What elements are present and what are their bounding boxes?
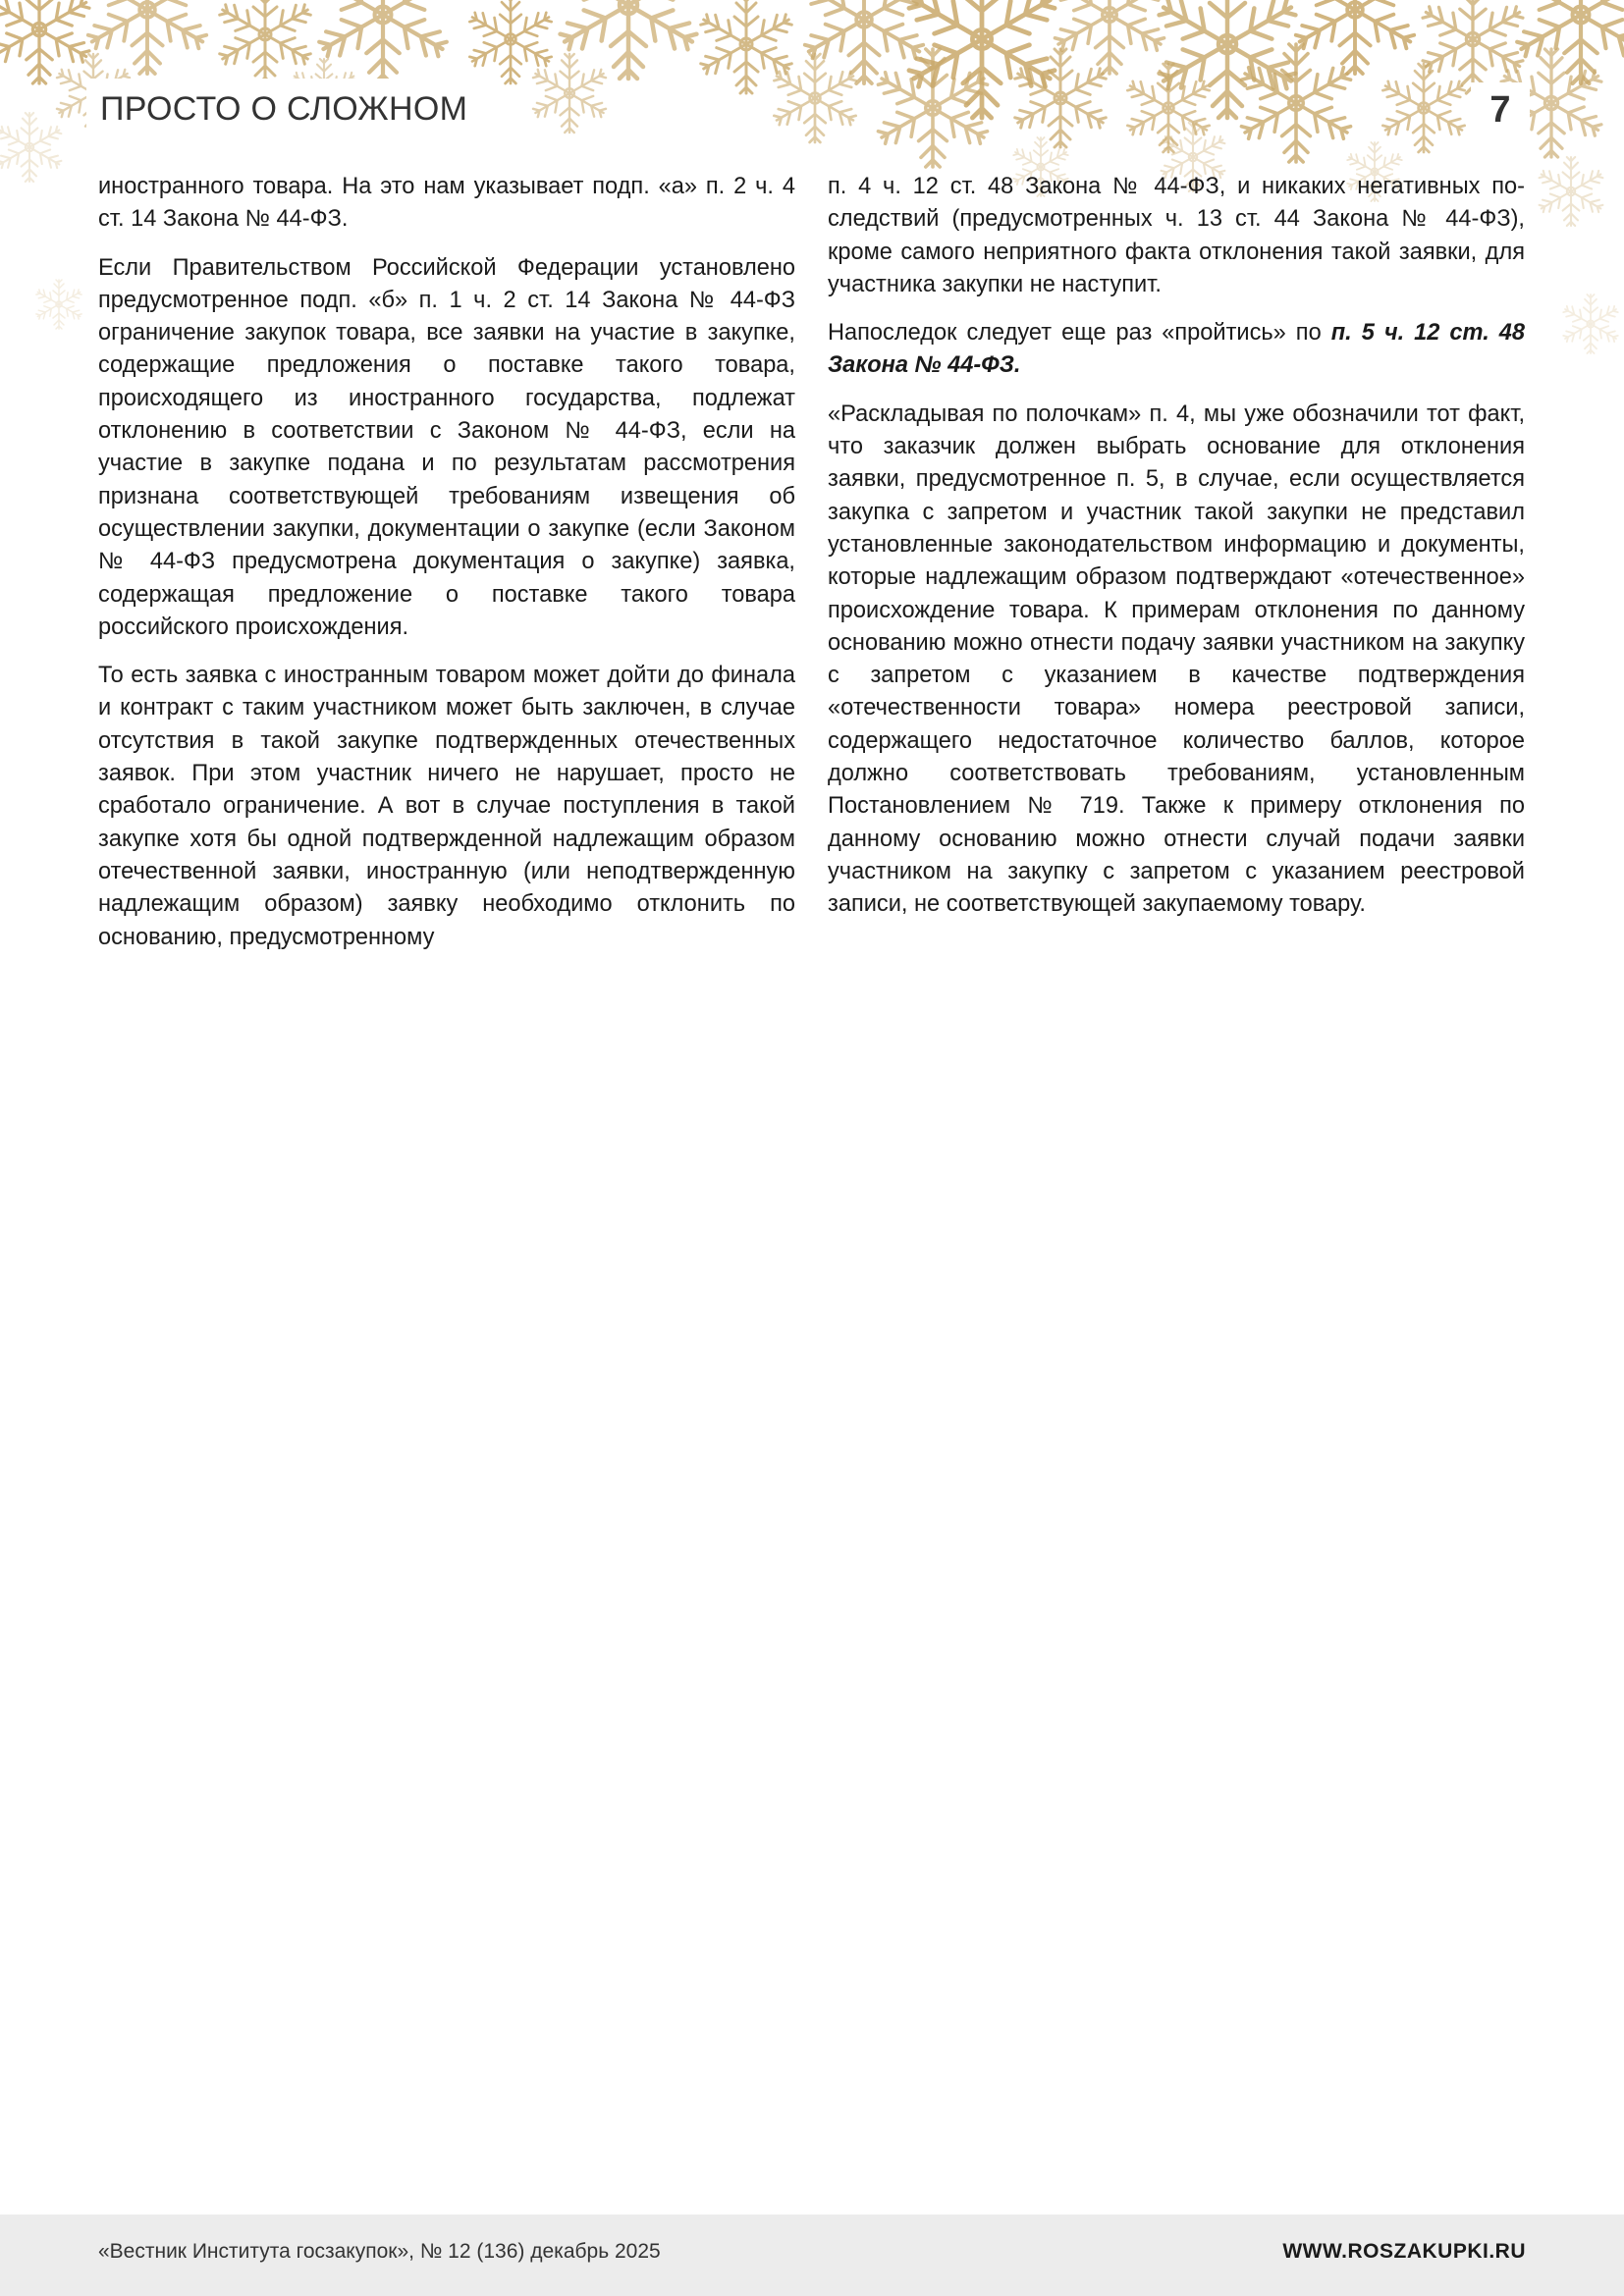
section-title: ПРОСТО О СЛОЖНОМ (86, 79, 493, 139)
page-number: 7 (1471, 82, 1530, 137)
paragraph: иностранного товара. На это нам указывает подп. «а» п. 2 ч. 4 ст. 14 Закона № 44-ФЗ. (98, 174, 795, 233)
paragraph-text: Напоследок следует еще раз «пройтись» по (828, 320, 1331, 347)
page-footer (0, 2215, 1624, 2296)
right-column (828, 171, 1525, 937)
paragraph (828, 317, 1525, 383)
paragraph: «Раскладывая по полочкам» п. 4, мы уже обозначили тот факт, что заказчик должен выбрать основание для отклонения заявки, предусмотренное п. 5, в случае, если осуществляется закупка с запретом и участник такой закупки не представил установленные законодательством информацию и документы, которые надлежащим образом подтверждают «отечественное» происхождение товара. К примерам отклонения по данному основанию можно отнести подачу заявки участником на закупку с запретом с указанием в качестве подтверждения «отечественности товара» номера реестровой записи, содержащего недостаточное количество баллов, которое должно соответствовать требованиям, установленным Постановлением № 719. Также к примеру отклонения по данному основанию можно отнести случай подачи заявки участником на закупку с запретом с указанием реестровой записи, не соответствующей закупаемому товару. (828, 400, 1525, 918)
left-column (98, 171, 795, 970)
paragraph: п. 4 ч. 12 ст. 48 Закона № 44-ФЗ, и никаких негативных последствий (предусмотренных ч. 13 ст. 44 Закона № 44-ФЗ), кроме самого неприятного факта отклонения такой заявки, для участника закупки не наступит. (828, 174, 1525, 297)
paragraph: То есть заявка с иностранным товаром может дойти до финала и контракт с таким участником может быть заключен, в случае отсутствия в такой закупке подтвержденных отечественных заявок. При этом участник ничего не нарушает, просто не сработало ограничение. А вот в случае поступления в такой закупке хотя бы одной подтвержденной надлежащим образом отечественной заявки, иностранную (или неподтвержденную надлежащим образом) заявку необходимо отклонить по основанию, предусмотренному (98, 663, 795, 950)
law-reference-emphasis: п. 5 ч. 12 ст. 48 Закона № 44-ФЗ. (828, 320, 1525, 379)
paragraph: Если Правительством Российской Федерации установлено предусмотренное подп. «б» п. 1 ч. 2 ст. 14 Закона № 44-ФЗ ограничение закупок товара, все заявки на участие в закупке, содержащие предложения о поставке такого товара, происходящего из иностранного государства, подлежат отклонению в соответствии с Законом № 44-ФЗ, если на участие в закупке подана и по результатам рассмотрения признана соответствующей требованиям извещения об осуществлении закупки, документации о закупке (если Законом № 44-ФЗ предусмотрена документация о закупке) заявка, содержащая предложение о поставке такого товара российского происхождения. (98, 254, 795, 640)
website-link[interactable]: WWW.ROSZAKUPKI.RU (1282, 2240, 1526, 2263)
publication-info: «Вестник Института госзакупок», № 12 (136) декабрь 2025 (98, 2240, 661, 2263)
